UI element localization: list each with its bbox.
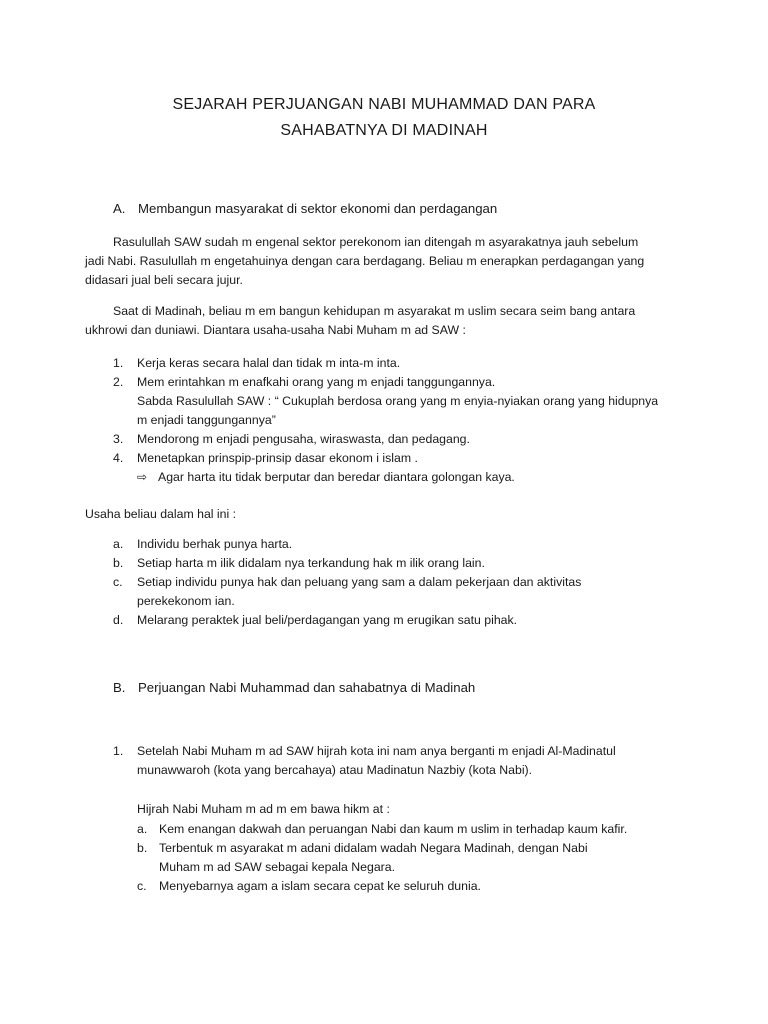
section-a-paragraph-2 xyxy=(113,302,683,321)
section-a-paragraph-2-cont xyxy=(85,321,695,340)
section-b-list xyxy=(113,742,693,780)
list-item-text: Mem erintahkan m enafkahi orang yang m enjadi tanggungannya. xyxy=(137,375,496,389)
paragraph-line: didasari jual beli secara jujur. xyxy=(85,273,243,287)
list-number: 1. xyxy=(113,744,124,758)
paragraph-line: ukhrowi dan duniawi. Diantara usaha-usaha Nabi Muham m ad SAW : xyxy=(85,323,466,337)
arrow-item xyxy=(113,468,693,487)
list-item xyxy=(113,430,693,449)
list-item xyxy=(113,742,693,780)
list-item xyxy=(137,820,697,839)
list-item xyxy=(137,839,697,877)
hijrah-intro: Hijrah Nabi Muham m ad m em bawa hikm at : xyxy=(137,802,390,816)
arrow-right-icon: ⇨ xyxy=(137,470,148,484)
list-item xyxy=(113,449,693,468)
paragraph-line: Saat di Madinah, beliau m em bangun kehidupan m asyarakat m uslim secara seim bang antara xyxy=(113,304,636,318)
list-item-text: Setelah Nabi Muham m ad SAW hijrah kota ini nam anya berganti m enjadi Al-Madinatul xyxy=(137,744,616,758)
section-a-paragraph-1 xyxy=(113,233,683,252)
list-item-text: Terbentuk m asyarakat m adani didalam wadah Negara Madinah, dengan Nabi xyxy=(159,841,588,855)
list-letter: c. xyxy=(113,575,123,589)
usaha-intro: Usaha beliau dalam hal ini : xyxy=(85,507,237,521)
list-letter: a. xyxy=(137,822,148,836)
list-number: 1. xyxy=(113,356,124,370)
list-item-text: Setiap individu punya hak dan peluang yang sam a dalam pekerjaan dan aktivitas xyxy=(137,575,582,589)
list-item xyxy=(113,611,693,630)
section-a-paragraph-1-cont xyxy=(85,252,695,290)
numbered-list xyxy=(113,354,693,487)
list-number: 4. xyxy=(113,451,124,465)
section-b-heading-text: Perjuangan Nabi Muhammad dan sahabatnya di Madinah xyxy=(138,680,476,695)
list-letter: b. xyxy=(137,841,148,855)
list-item-text: Melarang peraktek jual beli/perdagangan yang m erugikan satu pihak. xyxy=(137,613,518,627)
section-a-heading-text: Membangun masyarakat di sektor ekonomi dan perdagangan xyxy=(138,201,498,216)
list-item-text: Individu berhak punya harta. xyxy=(137,537,293,551)
paragraph-line: jadi Nabi. Rasulullah m engetahuinya dengan cara berdagang. Beliau m enerapkan perdagangan yang xyxy=(85,254,645,268)
list-number: 2. xyxy=(113,375,124,389)
section-b-marker: B. xyxy=(113,680,126,695)
title-line-2: SAHABATNYA DI MADINAH xyxy=(280,122,488,139)
section-b-heading xyxy=(113,678,475,697)
list-item xyxy=(113,573,693,611)
list-item-text: Muham m ad SAW sebagai kepala Negara. xyxy=(159,860,396,874)
arrow-item-text: Agar harta itu tidak berputar dan beredar diantara golongan kaya. xyxy=(158,470,515,484)
alpha-list xyxy=(113,535,693,630)
title-line-1: SEJARAH PERJUANGAN NABI MUHAMMAD DAN PARA xyxy=(172,96,596,113)
hijrah-list xyxy=(137,820,697,896)
list-item-text: Menetapkan prinspip-prinsip dasar ekonom i islam . xyxy=(137,451,418,465)
page-title xyxy=(0,92,768,144)
list-item-text: m enjadi tanggungannya” xyxy=(137,413,276,427)
list-item-text: Kerja keras secara halal dan tidak m inta-m inta. xyxy=(137,356,401,370)
list-item-text: perekekonom ian. xyxy=(137,594,235,608)
section-a-marker: A. xyxy=(113,201,126,216)
list-number: 3. xyxy=(113,432,124,446)
list-item-text: Sabda Rasulullah SAW : “ Cukuplah berdosa orang yang m enyia-nyiakan orang yang hidupnya xyxy=(137,394,659,408)
list-letter: d. xyxy=(113,613,124,627)
list-letter: b. xyxy=(113,556,124,570)
paragraph-line: Rasulullah SAW sudah m engenal sektor perekonom ian ditengah m asyarakatnya jauh sebelum xyxy=(113,235,639,249)
list-item-text: Kem enangan dakwah dan peruangan Nabi dan kaum m uslim in terhadap kaum kafir. xyxy=(159,822,628,836)
list-item-text: Setiap harta m ilik didalam nya terkandung hak m ilik orang lain. xyxy=(137,556,485,570)
list-item xyxy=(113,354,693,373)
list-letter: a. xyxy=(113,537,124,551)
list-item-text: Mendorong m enjadi pengusaha, wiraswasta, dan pedagang. xyxy=(137,432,470,446)
arrow-bullet-line xyxy=(137,468,693,487)
list-item xyxy=(137,877,697,896)
list-item xyxy=(113,554,693,573)
list-item xyxy=(113,373,693,430)
section-a-heading xyxy=(113,199,497,218)
list-item-text: Menyebarnya agam a islam secara cepat ke seluruh dunia. xyxy=(159,879,481,893)
list-item-text: munawwaroh (kota yang bercahaya) atau Madinatun Nazbiy (kota Nabi). xyxy=(137,763,533,777)
list-letter: c. xyxy=(137,879,147,893)
list-item xyxy=(113,535,693,554)
